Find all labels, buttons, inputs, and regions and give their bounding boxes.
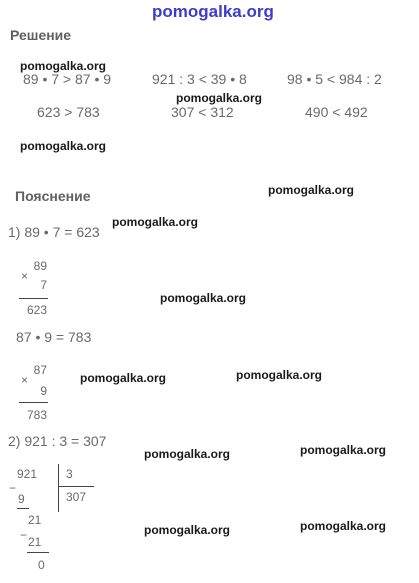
- div-sub2: 21: [28, 535, 42, 549]
- mult2-line: [19, 402, 48, 403]
- div-line-2: [27, 552, 49, 553]
- watermark: pomogalka.org: [144, 447, 231, 461]
- mult1-top: 89: [33, 259, 47, 273]
- result-1: 623 > 783: [37, 104, 100, 120]
- watermark: pomogalka.org: [268, 183, 355, 197]
- mult2-result: 783: [26, 408, 47, 422]
- mult2-top: 87: [33, 363, 47, 377]
- watermark: pomogalka.org: [20, 59, 107, 73]
- comparison-1: 89 • 7 > 87 • 9: [23, 71, 112, 87]
- step1b-expression: 87 • 9 = 783: [16, 329, 92, 345]
- div-dividend: 921: [17, 467, 38, 481]
- mult-sign-2: ×: [21, 373, 29, 387]
- div-minus-1: −: [9, 481, 17, 495]
- explanation-heading: Пояснение: [15, 188, 91, 204]
- div-line-1: [17, 508, 29, 509]
- div-sub1: 9: [18, 492, 25, 506]
- site-header[interactable]: pomogalka.org: [152, 2, 274, 21]
- mult1-line: [19, 298, 48, 299]
- watermark: pomogalka.org: [236, 368, 323, 382]
- watermark: pomogalka.org: [112, 215, 199, 229]
- solution-heading: Решение: [10, 27, 72, 43]
- mult-sign-1: ×: [21, 269, 29, 283]
- step1-expression: 1) 89 • 7 = 623: [8, 224, 100, 240]
- div-quotient-line: [58, 486, 94, 487]
- mult1-bottom: 7: [40, 278, 47, 292]
- div-vertical-bar: [58, 464, 59, 512]
- watermark: pomogalka.org: [300, 443, 387, 457]
- comparison-2: 921 : 3 < 39 • 8: [152, 71, 247, 87]
- result-3: 490 < 492: [305, 104, 368, 120]
- step2-expression: 2) 921 : 3 = 307: [8, 433, 107, 449]
- watermark: pomogalka.org: [144, 523, 231, 537]
- div-remainder: 0: [38, 558, 45, 572]
- watermark: pomogalka.org: [80, 371, 167, 385]
- mult1-result: 623: [26, 303, 47, 317]
- result-2: 307 < 312: [171, 104, 234, 120]
- watermark: pomogalka.org: [160, 291, 247, 305]
- watermark: pomogalka.org: [20, 139, 107, 153]
- div-quotient: 307: [66, 490, 87, 504]
- comparison-3: 98 • 5 < 984 : 2: [287, 71, 382, 87]
- div-rem1: 21: [28, 513, 42, 527]
- watermark: pomogalka.org: [300, 519, 387, 533]
- mult2-bottom: 9: [40, 384, 47, 398]
- watermark: pomogalka.org: [176, 91, 263, 105]
- div-minus-2: −: [20, 528, 28, 542]
- div-divisor: 3: [66, 467, 73, 481]
